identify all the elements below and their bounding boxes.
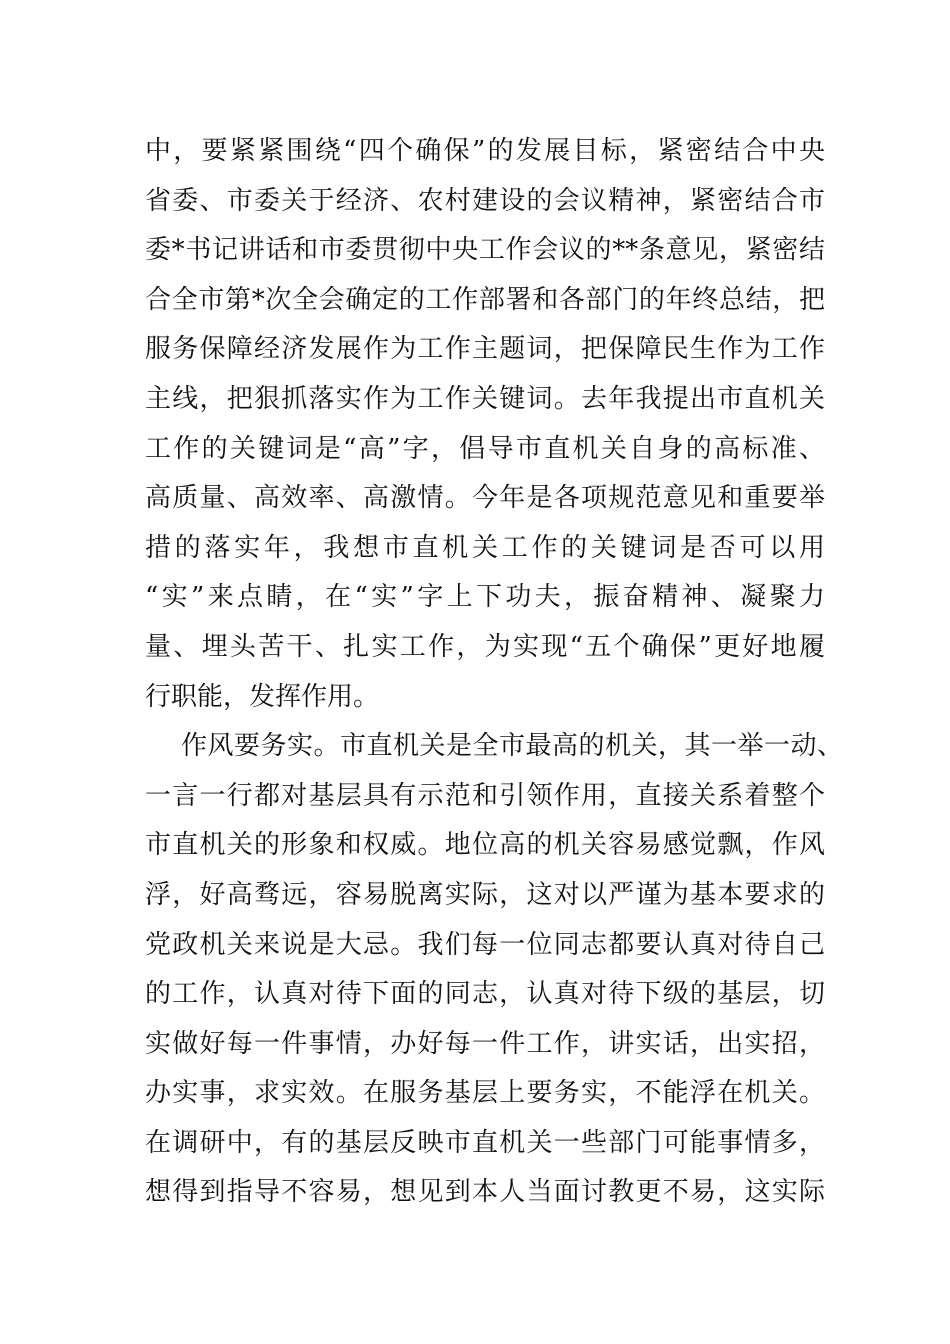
text-line: 浮，好高骛远，容易脱离实际，这对以严谨为基本要求的	[145, 879, 825, 910]
paragraph-end-line: 行职能，发挥作用。	[145, 681, 380, 712]
text-line: 市直机关的形象和权威。地位高的机关容易感觉飘，作风	[145, 830, 825, 861]
text-line: 党政机关来说是大忌。我们每一位同志都要认真对待自己	[145, 929, 825, 960]
text-line: 省委、市委关于经济、农村建设的会议精神，紧密结合市	[145, 185, 825, 216]
text-line: 的工作，认真对待下面的同志，认真对待下级的基层，切	[145, 979, 825, 1010]
text-line: 中，要紧紧围绕“四个确保”的发展目标，紧密结合中央	[145, 136, 825, 166]
body-text	[145, 127, 843, 1218]
text-line: 主线，把狠抓落实作为工作关键词。去年我提出市直机关	[145, 383, 825, 414]
text-line: 一言一行都对基层具有示范和引领作用，直接关系着整个	[145, 780, 825, 811]
text-line: 委*书记讲话和市委贯彻中央工作会议的**条意见，紧密结	[145, 235, 825, 266]
text-line: 措的落实年，我想市直机关工作的关键词是否可以用	[145, 532, 825, 563]
text-line: 工作的关键词是“高”字，倡导市直机关自身的高标准、	[145, 433, 825, 464]
text-line: 服务保障经济发展作为工作主题词，把保障民生作为工作	[145, 334, 825, 365]
text-line: 在调研中，有的基层反映市直机关一些部门可能事情多，	[145, 1127, 825, 1158]
text-line: 高质量、高效率、高激情。今年是各项规范意见和重要举	[145, 483, 825, 514]
paragraph-start-line: 作风要务实。市直机关是全市最高的机关，其一举一动、	[181, 731, 843, 762]
text-line: 想得到指导不容易，想见到本人当面讨教更不易，这实际	[145, 1177, 825, 1208]
text-line: 办实事，求实效。在服务基层上要务实，不能浮在机关。	[145, 1078, 825, 1109]
text-line: 合全市第*次全会确定的工作部署和各部门的年终总结，把	[145, 284, 825, 315]
text-line: “实”来点睛，在“实”字上下功夫，振奋精神、凝聚力	[145, 582, 825, 613]
text-line: 实做好每一件事情，办好每一件工作，讲实话，出实招，	[145, 1028, 825, 1059]
text-line: 量、埋头苦干、扎实工作，为实现“五个确保”更好地履	[145, 631, 825, 662]
